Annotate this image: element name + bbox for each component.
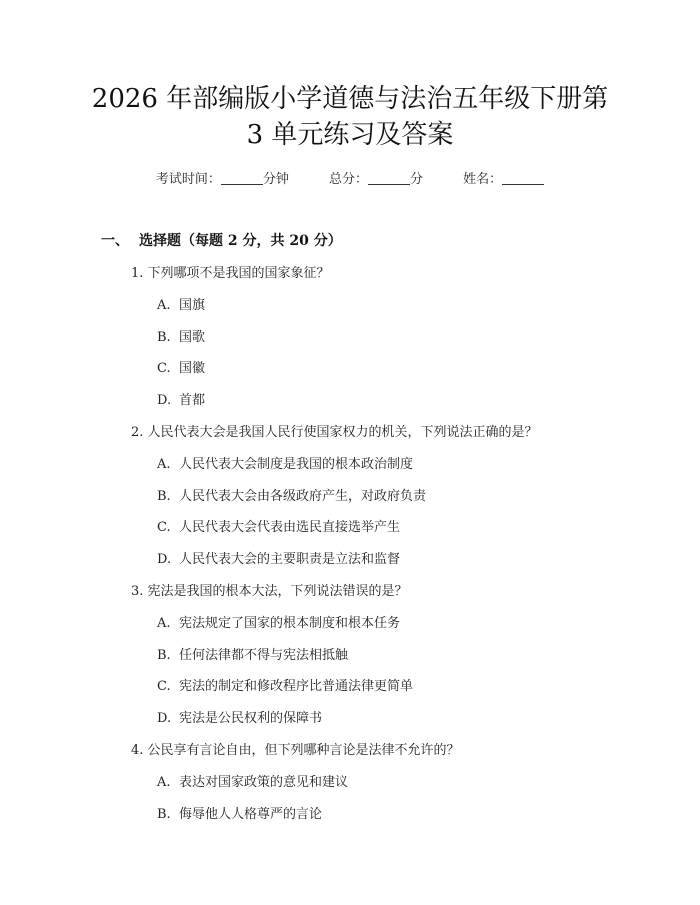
question-2-option-a: A. 人民代表大会制度是我国的根本政治制度 <box>157 457 414 472</box>
question-1-option-a: A. 国旗 <box>157 298 206 313</box>
question-2-option-d: D. 人民代表大会的主要职责是立法和监督 <box>157 552 401 567</box>
question-2-option-b: B. 人民代表大会由各级政府产生，对政府负责 <box>157 489 427 504</box>
exam-time-field: 考试时间： 分钟 <box>155 172 289 187</box>
question-4: 4. 公民享有言论自由，但下列哪种言论是法律不允许的？ <box>131 743 460 758</box>
question-3: 3. 宪法是我国的根本大法，下列说法错误的是？ <box>131 584 408 599</box>
question-3-option-b: B. 任何法律都不得与宪法相抵触 <box>157 648 349 663</box>
document-title-line-1: 2026 年部编版小学道德与法治五年级下册第 <box>91 84 609 114</box>
question-1-option-d: D. 首都 <box>157 393 206 408</box>
section-heading <box>101 230 342 250</box>
question-1-option-c: C. 国徽 <box>157 361 206 376</box>
question-4-option-a: A. 表达对国家政策的意见和建议 <box>157 775 349 790</box>
time-blank <box>221 184 263 185</box>
name-blank <box>502 184 544 185</box>
score-blank <box>368 184 410 185</box>
question-3-option-c: C. 宪法的制定和修改程序比普通法律更简单 <box>157 679 414 694</box>
question-1: 1. 下列哪项不是我国的国家象征？ <box>131 266 330 281</box>
question-1-option-b: B. 国歌 <box>157 330 206 345</box>
question-2-option-c: C. 人民代表大会代表由选民直接选举产生 <box>157 520 401 535</box>
question-4-option-b: B. 侮辱他人人格尊严的言论 <box>157 807 323 822</box>
exam-info <box>0 168 700 187</box>
section-number: 一、 <box>101 233 129 249</box>
document-title-line-2: 3 单元练习及答案 <box>246 120 454 150</box>
section-title: 选择题（每题 2 分，共 20 分） <box>139 233 342 249</box>
total-score-field: 总分： 分 <box>328 172 424 187</box>
question-3-option-d: D. 宪法是公民权利的保障书 <box>157 711 323 726</box>
student-name-field: 姓名： <box>463 172 544 187</box>
question-2: 2. 人民代表大会是我国人民行使国家权力的机关，下列说法正确的是？ <box>131 425 538 440</box>
question-3-option-a: A. 宪法规定了国家的根本制度和根本任务 <box>157 616 401 631</box>
